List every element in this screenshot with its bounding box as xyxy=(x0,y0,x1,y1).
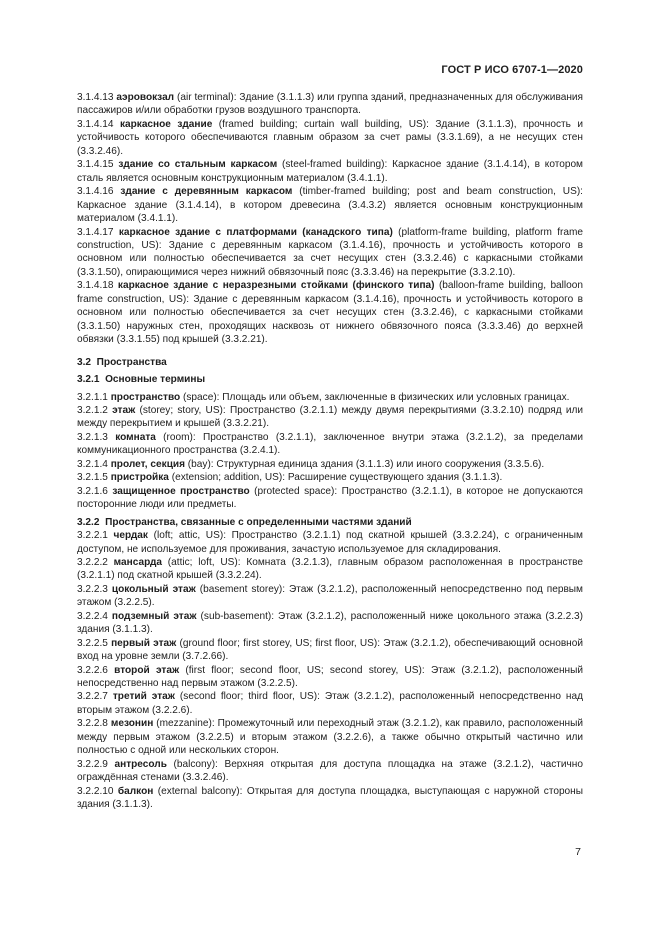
entry-number: 3.2.2.1 xyxy=(77,530,108,542)
entry-number: 3.2.2.7 xyxy=(77,691,108,703)
term-entry xyxy=(77,637,583,664)
section-title: Пространства, связанные с определенными частями зданий xyxy=(105,516,412,528)
term-entry xyxy=(77,158,583,185)
entry-definition: (framed building; curtain wall building, US): Здание (3.1.1.3), прочность и устойчивость которого обеспечиваются главным образом за счет рамы (3.3.1.69), а не несущих стен (3.3.2.46). xyxy=(77,118,583,157)
entry-number: 3.1.4.15 xyxy=(77,159,114,171)
entry-number: 3.2.2.4 xyxy=(77,610,108,622)
entry-term: каркасное здание с неразрезными стойками (финского типа) xyxy=(117,280,435,292)
entry-number: 3.2.2.9 xyxy=(77,758,108,770)
entry-definition: (external balcony): Открытая для доступа площадка, выступающая с наружной стороны здания (3.1.1.3). xyxy=(77,785,584,811)
term-entry xyxy=(77,279,583,346)
section-3-2-2-heading xyxy=(77,516,583,529)
entry-number: 3.2.2.2 xyxy=(77,556,108,568)
entry-number: 3.2.1.6 xyxy=(77,485,108,497)
term-entry xyxy=(77,226,583,280)
term-entry xyxy=(77,118,583,158)
entry-definition: (second floor; third floor, US): Этаж (3.2.1.2), расположенный непосредственно над вторым этажом (3.2.2.6). xyxy=(77,691,583,716)
term-entry xyxy=(77,404,583,431)
term-entry xyxy=(77,785,583,812)
term-entry xyxy=(77,717,583,757)
section-3-2-1-heading xyxy=(77,373,583,386)
entry-term: пространство xyxy=(110,391,181,403)
entry-definition: (attic; loft, US): Комната (3.2.1.3), главным образом расположенная в пространстве (3.2.1.1) под скатной крышей (3.3.2.24). xyxy=(77,556,583,582)
entry-number: 3.1.4.13 xyxy=(77,92,114,103)
term-entry xyxy=(77,583,583,610)
entry-number: 3.2.2.3 xyxy=(77,583,108,595)
term-entry xyxy=(77,391,583,404)
section-number: 3.2 xyxy=(77,356,92,368)
entry-definition: (platform-frame building, platform frame construction, US): Здание с деревянным каркасом (3.1.4.16), прочность и устойчивость которого в основном или полностью обеспечивается за счет несущих стен (3.3.2.46) с каркасными стойками (3.3.1.50), опирающимися через нижний обвязочный пояс (3.3.3.46) на перекрытие (3.3.2.10). xyxy=(77,226,583,278)
term-entry xyxy=(77,664,583,691)
term-entry xyxy=(77,431,583,458)
entries-3-1-4 xyxy=(77,91,583,347)
entry-term: комната xyxy=(115,431,156,443)
entry-term: третий этаж xyxy=(112,691,175,703)
entry-definition: (room): Пространство (3.2.1.1), заключенное внутри этажа (3.2.1.2), за пределами коммуникационного пространства (3.2.4.1). xyxy=(77,431,583,457)
section-3-2-heading xyxy=(77,356,583,369)
entry-definition: (air terminal): Здание (3.1.1.3) или группа зданий, предназначенных для обслуживания пассажиров и/или обработки грузов воздушного транспорта. xyxy=(77,92,583,117)
entry-number: 3.1.4.17 xyxy=(77,226,114,238)
entry-number: 3.1.4.16 xyxy=(77,186,114,198)
entry-term: защищенное пространство xyxy=(112,485,250,497)
entry-term: пролет, секция xyxy=(110,458,185,470)
term-entry xyxy=(77,556,583,583)
entry-number: 3.2.1.3 xyxy=(77,431,108,443)
term-entry xyxy=(77,690,583,717)
entry-number: 3.1.4.14 xyxy=(77,118,114,130)
term-entry xyxy=(77,610,583,637)
entry-term: каркасное здание с платформами (канадского типа) xyxy=(118,226,393,238)
term-entry xyxy=(77,458,583,471)
entry-definition: (bay): Структурная единица здания (3.1.1.3) или иного сооружения (3.3.5.6). xyxy=(185,458,545,470)
section-number: 3.2.2 xyxy=(77,516,100,528)
entry-term: здание со стальным каркасом xyxy=(118,159,278,171)
entry-number: 3.2.2.6 xyxy=(77,664,108,676)
section-title: Пространства xyxy=(96,356,167,368)
term-entry xyxy=(77,529,583,556)
entries-3-2-1 xyxy=(77,391,583,512)
entry-term: балкон xyxy=(117,785,154,797)
entry-term: второй этаж xyxy=(114,664,180,676)
entry-number: 3.2.2.8 xyxy=(77,718,108,730)
page-number: 7 xyxy=(575,846,581,858)
term-entry xyxy=(77,485,583,512)
term-entry xyxy=(77,185,583,225)
entry-term: цокольный этаж xyxy=(111,583,196,595)
standard-header: ГОСТ Р ИСО 6707-1—2020 xyxy=(441,64,583,76)
entry-number: 3.2.2.10 xyxy=(77,785,114,797)
entry-definition: (basement storey): Этаж (3.2.1.2), расположенный непосредственно под первым этажом (3.2.2.5). xyxy=(77,583,583,609)
term-entry xyxy=(77,471,583,484)
entry-definition: (ground floor; first storey, US; first floor, US): Этаж (3.2.1.2), обеспечивающий основной вход на уровне земли (3.7.2.66). xyxy=(77,637,584,663)
term-entry xyxy=(77,758,583,785)
section-number: 3.2.1 xyxy=(77,374,100,386)
section-title: Основные термины xyxy=(105,374,206,386)
entry-term: чердак xyxy=(113,530,148,542)
entry-definition: (space): Площадь или объем, заключенные в физических или условных границах. xyxy=(180,391,570,403)
entry-definition: (timber-framed building; post and beam construction, US): Каркасное здание (3.1.4.14), в котором древесина (3.4.3.2) является основным конструкционным материалом (3.4.1.1). xyxy=(77,186,583,225)
entry-number: 3.2.2.5 xyxy=(77,637,108,649)
document-body xyxy=(77,91,583,812)
entry-number: 3.2.1.2 xyxy=(77,404,108,416)
entry-term: мезонин xyxy=(110,718,154,730)
entry-definition: (loft; attic, US): Пространство (3.2.1.1) под скатной крышей (3.3.2.24), с ограниченным доступом, не используемое для проживания, зачастую используемое для складирования. xyxy=(77,530,583,555)
entry-definition: (extension; addition, US): Расширение существующего здания (3.1.1.3). xyxy=(168,472,503,484)
entry-term: аэровокзал xyxy=(116,92,175,103)
entry-term: пристройка xyxy=(110,472,169,484)
entry-definition: (sub-basement): Этаж (3.2.1.2), расположенный ниже цокольного этажа (3.2.2.3) здания (3.1.1.3). xyxy=(77,610,583,636)
entry-term: подземный этаж xyxy=(111,610,197,622)
entry-number: 3.2.1.5 xyxy=(77,472,108,484)
entry-definition: (storey; story, US): Пространство (3.2.1.1) между двумя перекрытиями (3.3.2.10) подряд или между перекрытием и крышей (3.3.2.21). xyxy=(77,404,583,430)
entry-number: 3.1.4.18 xyxy=(77,280,114,292)
entry-definition: (steel-framed building): Каркасное здание (3.1.4.14), в котором сталь является основным конструкционным материалом (3.4.1.1). xyxy=(77,159,583,184)
entry-term: антресоль xyxy=(114,758,167,770)
entry-term: здание с деревянным каркасом xyxy=(120,186,293,198)
entry-definition: (first floor; second floor, US; second storey, US): Этаж (3.2.1.2), расположенный непосредственно над первым этажом (3.2.2.5). xyxy=(77,664,584,690)
entry-number: 3.2.1.4 xyxy=(77,458,108,470)
entry-term: мансарда xyxy=(113,556,163,568)
entry-number: 3.2.1.1 xyxy=(77,391,108,403)
entries-3-2-2 xyxy=(77,529,583,812)
term-entry xyxy=(77,91,583,118)
entry-term: первый этаж xyxy=(111,637,177,649)
entry-term: каркасное здание xyxy=(119,118,213,130)
entry-definition: (balcony): Верхняя открытая для доступа площадка на этаже (3.2.1.2), частично ограждённая стенами (3.3.2.46). xyxy=(77,758,583,784)
entry-definition: (protected space): Пространство (3.2.1.1), в которое не допускаются посторонние люди или предметы. xyxy=(77,485,583,511)
entry-term: этаж xyxy=(112,404,136,416)
entry-definition: (mezzanine): Промежуточный или переходный этаж (3.2.1.2), как правило, расположенный между первым этажом (3.2.2.5) и вторым этажом (3.2.2.6), а также обычно открытый частично или полностью с одной или нескольких сторон. xyxy=(77,718,583,757)
entry-definition: (balloon-frame building, balloon frame construction, US): Здание с деревянным каркасом (3.1.4.16), прочность и устойчивость которого в основном или полностью обеспечивается за счет несущих стен (3.3.2.46), с каркасными стойками (3.3.1.50) наружных стен, проходящих насквозь от нижнего обвязочного пояса (3.3.3.46) до верхней обвязки (3.3.1.55) под крышей (3.3.2.21). xyxy=(77,280,583,346)
